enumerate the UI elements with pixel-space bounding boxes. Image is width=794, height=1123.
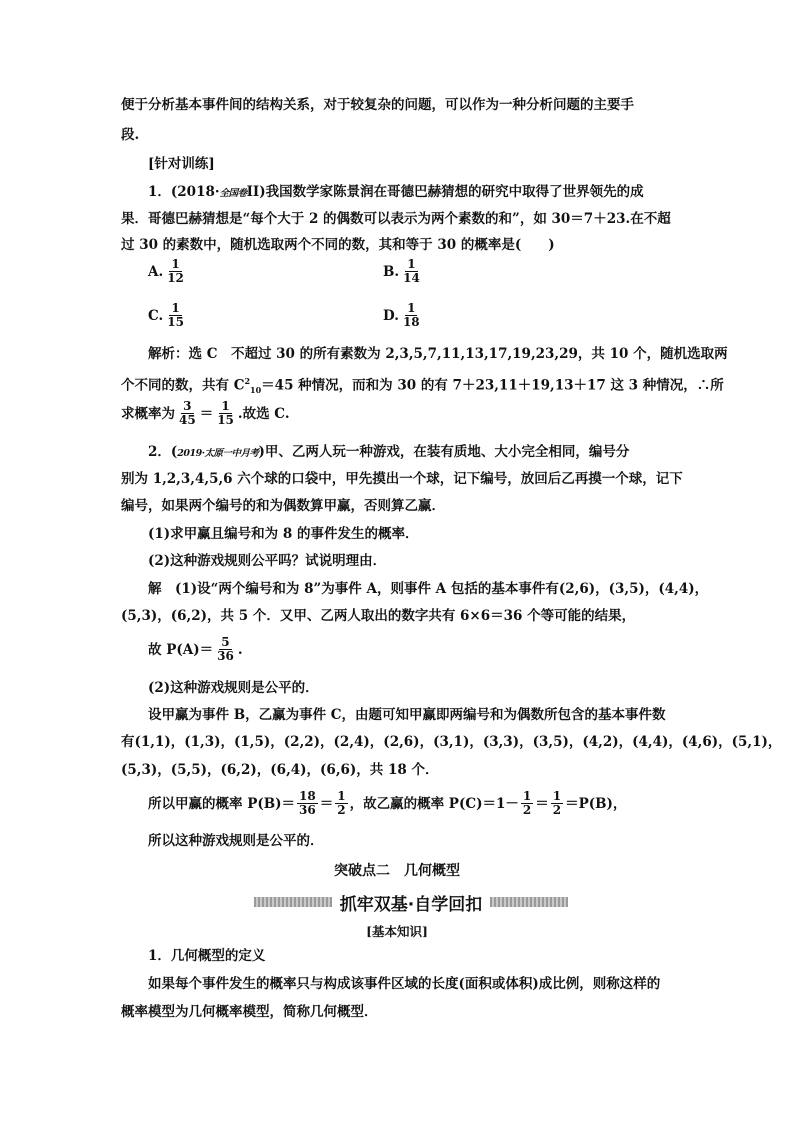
q2-sol-line-1: 解 (1)设“两个编号和为 8”为事件 A，则事件 A 包括的基本事件有(2,6)，(3,5)，(4,4)， <box>148 581 709 597</box>
intro-line-1: 便于分析基本事件间的结构关系，对于较复杂的问题，可以作为一种分析问题的主要手 <box>121 97 634 113</box>
q2-sol-line-5: 设甲赢为事件 B，乙赢为事件 C，由题可知甲赢即两编号和为偶数所包含的基本事件数 <box>148 707 666 723</box>
q2-source: 2019·太原一中月考 <box>177 448 259 459</box>
q2-line-3: 编号，如果两个编号的和为偶数算甲赢，否则算乙赢． <box>121 498 445 514</box>
q1-solution-line-2: 个不同的数，共有 $C^2_{10}=45$ 种情况，而和为 30 的有 7＋23,11＋19,13＋17 这 3 种情况，∴所 <box>121 376 724 396</box>
q1-line-1: 1．(2018·全国卷II)我国数学家陈景润在哥德巴赫猜想的研究中取得了世界领先的成 <box>148 184 644 200</box>
section-title: 突破点二 几何概型 <box>334 863 460 879</box>
banner-bar-right <box>490 897 568 907</box>
q2-line-1: 2．(2019·太原一中月考)甲、乙两人玩一种游戏，在装有质地、大小完全相同，编号分 <box>148 444 630 460</box>
choice-b: B. $\frac{1}{14}$ <box>383 257 420 285</box>
q2-line-2: 别为 1,2,3,4,5,6 六个球的口袋中，甲先摸出一个球，记下编号，放回后乙再摸一个球，记下 <box>121 471 683 487</box>
q1-solution-line-3: 求概率为 $\frac{3}{45}$ ＝ $\frac{1}{15}$ .故选 C. <box>121 399 290 427</box>
q2-sol-line-4: (2)这种游戏规则是公平的． <box>148 680 319 696</box>
choice-c: C. $\frac{1}{15}$ <box>148 301 184 329</box>
choice-d: D. $\frac{1}{18}$ <box>383 301 420 329</box>
q1-line-3: 过 30 的素数中，随机选取两个不同的数，其和等于 30 的概率是( ) <box>121 237 555 253</box>
q1-solution-line-1: 解析：选 C 不超过 30 的所有素数为 2,3,5,7,11,13,17,19,23,29，共 10 个，随机选取两 <box>148 346 728 362</box>
q2-sol-line-8: 所以甲赢的概率 P(B)＝ $\frac{18}{36}$ ＝ $\frac{1}{2}$ ，故乙赢的概率 P(C)＝1－ $\frac{1}{2}$ ＝ $\frac{1}{2}$ ＝P(B)， <box>148 789 627 817</box>
q2-sol-line-9: 所以这种游戏规则是公平的． <box>148 833 324 849</box>
section-banner <box>254 888 568 916</box>
q1-line-2: 果．哥德巴赫猜想是“每个大于 2 的偶数可以表示为两个素数的和”，如 30＝7＋23.在不超 <box>121 211 671 227</box>
q2-sub-1: (1)求甲赢且编号和为 8 的事件发生的概率． <box>148 526 419 542</box>
q1-source: 全国卷 <box>219 188 247 199</box>
q2-sol-line-2: (5,3)，(6,2)，共 5 个．又甲、乙两人取出的数字共有 6×6＝36 个等可能的结果， <box>121 608 636 624</box>
def-heading: 1．几何概型的定义 <box>148 948 266 964</box>
def-line-2: 概率模型为几何概率模型，简称几何概型． <box>121 1004 378 1020</box>
banner-bar-left <box>254 897 332 907</box>
def-line-1: 如果每个事件发生的概率只与构成该事件区域的长度(面积或体积)成比例，则称这样的 <box>148 976 661 992</box>
q2-sol-line-3: 故 P(A)＝ $\frac{5}{36}$ . <box>148 635 243 663</box>
choice-a: A. $\frac{1}{12}$ <box>148 257 184 285</box>
banner-text: 抓牢双基·自学回扣 <box>339 894 483 915</box>
intro-line-2: 段. <box>121 127 140 143</box>
q2-sol-line-6: 有(1,1)，(1,3)，(1,5)，(2,2)，(2,4)，(2,6)，(3,1)，(3,3)，(3,5)，(4,2)，(4,4)，(4,6)，(5,1)， <box>121 734 782 750</box>
q2-sub-2: (2)这种游戏规则公平吗？试说明理由． <box>148 553 387 569</box>
training-heading: [针对训练] <box>148 156 215 172</box>
section-subtitle: [基本知识] <box>366 924 428 939</box>
q2-sol-line-7: (5,3)，(5,5)，(6,2)，(6,4)，(6,6)，共 18 个． <box>121 762 439 778</box>
